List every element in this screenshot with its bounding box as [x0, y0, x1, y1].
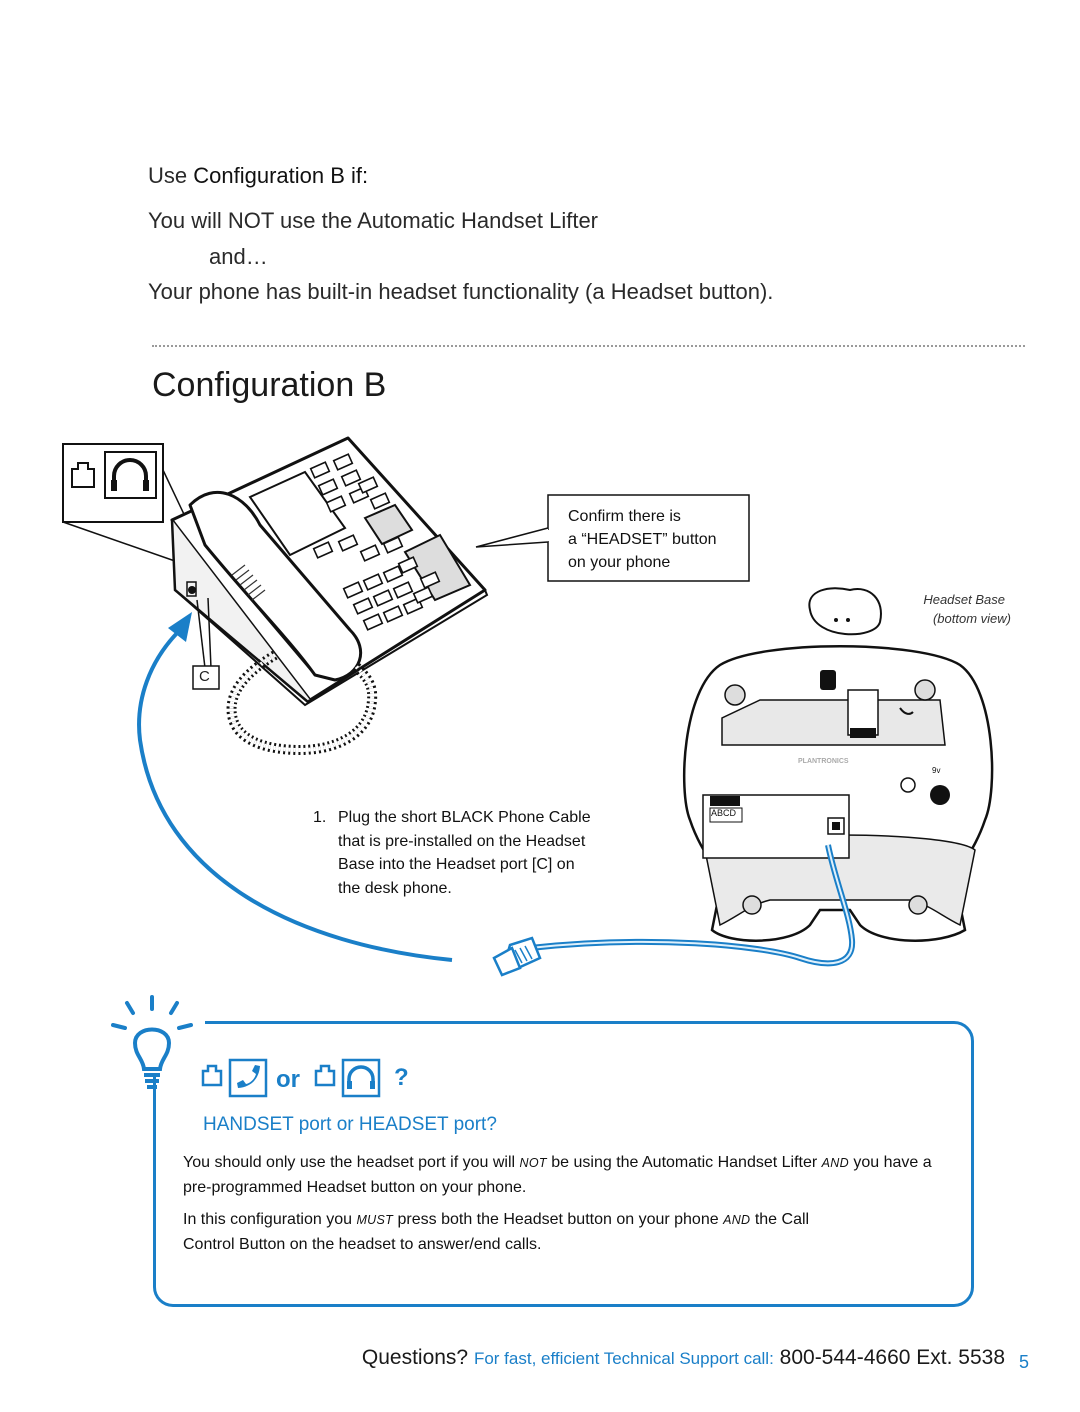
- page-number: 5: [1019, 1352, 1030, 1372]
- port-c-label: C: [199, 668, 210, 685]
- base-voltage: 9v: [932, 766, 941, 775]
- step-number: 1.: [313, 809, 327, 826]
- callout-line-3: on your phone: [568, 554, 671, 571]
- question-mark: ?: [394, 1064, 409, 1091]
- tip-graphics: [105, 995, 425, 1105]
- tip-paragraph-2: [183, 1208, 863, 1256]
- intro-heading-prefix: Use: [148, 163, 188, 188]
- callout-line-1: Confirm there is: [568, 508, 681, 525]
- intro-line-2: Your phone has built-in headset functionality (a Headset button).: [148, 279, 774, 304]
- base-brand: PLANTRONICS: [798, 758, 849, 765]
- step-text: Plug the short BLACK Phone Cable that is pre-installed on the Headset Base into the Headset port [C] on the desk phone.: [338, 809, 591, 897]
- or-text: or: [276, 1066, 300, 1093]
- intro-line-1: You will NOT use the Automatic Handset Lifter: [148, 208, 599, 233]
- tip-p1-c: you have a pre-programmed Headset button on your phone.: [183, 1154, 932, 1196]
- tip-p2-em1: MUST: [356, 1213, 394, 1227]
- tip-p2-em2: AND: [723, 1213, 751, 1227]
- footer-support-text: For fast, efficient Technical Support call:: [473, 1349, 774, 1368]
- tip-p1-em1: NOT: [519, 1156, 547, 1170]
- callout-line-2: a “HEADSET” button: [568, 531, 717, 548]
- tip-p2-b: press both the Headset button on your phone: [393, 1211, 724, 1228]
- headset-port-icon: [343, 1060, 379, 1096]
- intro-and: and…: [209, 244, 268, 269]
- tip-p1-a: You should only use the headset port if you will: [183, 1154, 520, 1171]
- phone-jack-icon: [203, 1066, 221, 1085]
- base-caption-line-1: Headset Base: [923, 592, 1005, 607]
- handset-port-icon: [230, 1060, 266, 1096]
- intro-heading-strong: Configuration B if:: [193, 163, 369, 188]
- base-caption-line-2: (bottom view): [932, 611, 1011, 626]
- tip-p1-b: be using the Automatic Handset Lifter: [546, 1154, 822, 1171]
- tip-p2-c: the Call Control Button on the headset to answer/end calls.: [183, 1211, 810, 1253]
- phone-jack-icon: [316, 1066, 334, 1085]
- tip-paragraph-1: [183, 1151, 943, 1199]
- footer-support-line: [0, 1346, 1005, 1370]
- tip-p1-em2: AND: [821, 1156, 849, 1170]
- tip-p2-a: In this configuration you: [183, 1211, 357, 1228]
- tip-title: HANDSET port or HEADSET port?: [203, 1114, 497, 1135]
- desk-phone: [172, 438, 487, 750]
- base-keypad-label: ABCD: [711, 808, 737, 818]
- footer-questions: Questions?: [361, 1346, 469, 1369]
- footer-phone-number: 800-544-4660 Ext. 5538: [779, 1346, 1005, 1369]
- section-title: Configuration B: [152, 366, 387, 404]
